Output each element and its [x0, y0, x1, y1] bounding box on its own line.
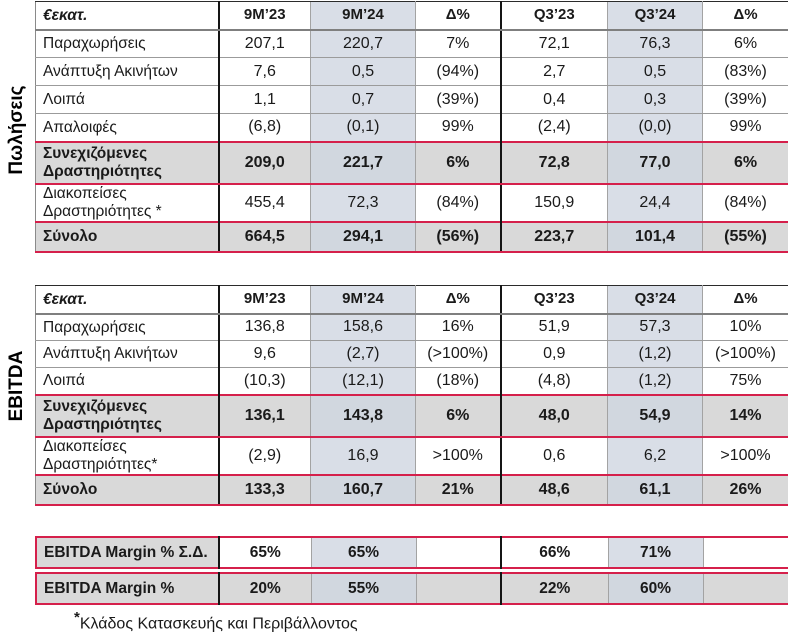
cell-value: 143,8 — [311, 395, 416, 437]
column-header-delta1: Δ% — [416, 2, 501, 30]
row-label: Λοιπά — [36, 368, 219, 395]
table-row — [36, 58, 788, 86]
margin-row — [36, 573, 788, 604]
cell-value: 0,9 — [501, 341, 608, 368]
cell-value: 2,7 — [501, 58, 608, 86]
table-row — [36, 341, 788, 368]
cell-value: 221,7 — [311, 142, 416, 184]
cell-value: 1,1 — [219, 86, 311, 114]
cell-value: (1,2) — [608, 341, 703, 368]
column-header-9m23: 9M’23 — [219, 2, 311, 30]
row-label: Παραχωρήσεις — [36, 30, 219, 58]
cell-value: 77,0 — [608, 142, 703, 184]
cell-value: 207,1 — [219, 30, 311, 58]
cell-value: 14% — [703, 395, 788, 437]
column-header-q323: Q3’23 — [501, 2, 608, 30]
cell-value: (84%) — [703, 184, 788, 222]
cell-value: 10% — [703, 314, 788, 341]
cell-value: (55%) — [703, 222, 788, 252]
column-header-unit: €εκατ. — [36, 2, 219, 30]
cell-value: 72,8 — [501, 142, 608, 184]
cell-value: 209,0 — [219, 142, 311, 184]
row-label: Συνεχιζόμενες Δραστηριότητες — [36, 395, 219, 437]
row-label: EBITDA Margin % Σ.Δ. — [36, 537, 219, 568]
cell-value: 61,1 — [608, 475, 703, 505]
total-row — [36, 475, 788, 505]
cell-value — [416, 573, 501, 604]
cell-value: 22% — [501, 573, 608, 604]
column-header-9m24: 9M’24 — [311, 2, 416, 30]
cell-value: 65% — [311, 537, 416, 568]
column-header-unit: €εκατ. — [36, 286, 219, 314]
cell-value: 0,5 — [608, 58, 703, 86]
cell-value: 99% — [703, 114, 788, 142]
cell-value: 0,3 — [608, 86, 703, 114]
row-label: Παραχωρήσεις — [36, 314, 219, 341]
row-label: Ανάπτυξη Ακινήτων — [36, 58, 219, 86]
footnote-marker: * — [74, 609, 80, 626]
cell-value: (4,8) — [501, 368, 608, 395]
cell-value: (84%) — [416, 184, 501, 222]
cell-value: 21% — [416, 475, 501, 505]
cell-value: 6% — [703, 142, 788, 184]
column-header-q323: Q3’23 — [501, 286, 608, 314]
table-row — [36, 368, 788, 395]
sales-header-row — [36, 2, 788, 30]
cell-value: (0,0) — [608, 114, 703, 142]
ebitda-header-row — [36, 286, 788, 314]
cell-value: 55% — [311, 573, 416, 604]
cell-value: 7,6 — [219, 58, 311, 86]
margin-row — [36, 537, 788, 568]
cell-value: 136,1 — [219, 395, 311, 437]
row-label: Διακοπείσες Δραστηριότητες * — [36, 184, 219, 222]
cell-value: 76,3 — [608, 30, 703, 58]
row-label: Σύνολο — [36, 475, 219, 505]
cell-value: 48,6 — [501, 475, 608, 505]
cell-value: (56%) — [416, 222, 501, 252]
cell-value: 6% — [416, 142, 501, 184]
cell-value: 54,9 — [608, 395, 703, 437]
cell-value: 0,7 — [311, 86, 416, 114]
cell-value: 220,7 — [311, 30, 416, 58]
cell-value: (10,3) — [219, 368, 311, 395]
column-header-delta1: Δ% — [416, 286, 501, 314]
column-header-9m24: 9M’24 — [311, 286, 416, 314]
cell-value: 160,7 — [311, 475, 416, 505]
cell-value: 0,6 — [501, 437, 608, 475]
cell-value: 101,4 — [608, 222, 703, 252]
cell-value: 136,8 — [219, 314, 311, 341]
cell-value: 16% — [416, 314, 501, 341]
cell-value: 6% — [416, 395, 501, 437]
ebitda-margin-total-table — [35, 572, 788, 605]
cell-value: 60% — [608, 573, 703, 604]
cell-value: 72,1 — [501, 30, 608, 58]
cell-value: (2,4) — [501, 114, 608, 142]
cell-value: (>100%) — [416, 341, 501, 368]
cell-value: 66% — [501, 537, 608, 568]
cell-value: 26% — [703, 475, 788, 505]
total-row — [36, 222, 788, 252]
sales-table — [35, 1, 788, 253]
table-row — [36, 314, 788, 341]
cell-value: 6,2 — [608, 437, 703, 475]
table-row — [36, 86, 788, 114]
cell-value: 57,3 — [608, 314, 703, 341]
cell-value — [416, 537, 501, 568]
column-header-delta2: Δ% — [703, 2, 788, 30]
row-label: Διακοπείσες Δραστηριότητες* — [36, 437, 219, 475]
table-row — [36, 114, 788, 142]
ebitda-margin-continuing-table — [35, 536, 788, 569]
cell-value: (2,7) — [311, 341, 416, 368]
column-header-delta2: Δ% — [703, 286, 788, 314]
row-label: Σύνολο — [36, 222, 219, 252]
cell-value: (94%) — [416, 58, 501, 86]
table-row — [36, 437, 788, 475]
cell-value: >100% — [416, 437, 501, 475]
row-label: Συνεχιζόμενες Δραστηριότητες — [36, 142, 219, 184]
cell-value: 72,3 — [311, 184, 416, 222]
column-header-9m23: 9M’23 — [219, 286, 311, 314]
cell-value: 20% — [219, 573, 311, 604]
cell-value: 7% — [416, 30, 501, 58]
row-label: Ανάπτυξη Ακινήτων — [36, 341, 219, 368]
cell-value: 75% — [703, 368, 788, 395]
sales-section-label: Πωλήσεις — [6, 85, 27, 175]
row-label: EBITDA Margin % — [36, 573, 219, 604]
cell-value: 158,6 — [311, 314, 416, 341]
cell-value: 455,4 — [219, 184, 311, 222]
cell-value: 16,9 — [311, 437, 416, 475]
cell-value: (12,1) — [311, 368, 416, 395]
cell-value: (83%) — [703, 58, 788, 86]
cell-value: 48,0 — [501, 395, 608, 437]
subtotal-row — [36, 395, 788, 437]
footnote-text: Κλάδος Κατασκευής και Περιβάλλοντος — [79, 615, 358, 633]
cell-value: 223,7 — [501, 222, 608, 252]
cell-value — [703, 573, 788, 604]
footnote — [74, 609, 358, 633]
cell-value: (6,8) — [219, 114, 311, 142]
cell-value: >100% — [703, 437, 788, 475]
row-label: Απαλοιφές — [36, 114, 219, 142]
cell-value: 71% — [608, 537, 703, 568]
cell-value: 24,4 — [608, 184, 703, 222]
cell-value: (39%) — [416, 86, 501, 114]
column-header-q324: Q3’24 — [608, 2, 703, 30]
cell-value: 51,9 — [501, 314, 608, 341]
cell-value: (>100%) — [703, 341, 788, 368]
ebitda-table — [35, 285, 788, 506]
cell-value: 6% — [703, 30, 788, 58]
cell-value: 150,9 — [501, 184, 608, 222]
cell-value: 0,4 — [501, 86, 608, 114]
column-header-q324: Q3’24 — [608, 286, 703, 314]
cell-value: 133,3 — [219, 475, 311, 505]
cell-value: (0,1) — [311, 114, 416, 142]
cell-value: 664,5 — [219, 222, 311, 252]
cell-value: 0,5 — [311, 58, 416, 86]
cell-value: 294,1 — [311, 222, 416, 252]
table-row — [36, 30, 788, 58]
cell-value: (2,9) — [219, 437, 311, 475]
cell-value: (39%) — [703, 86, 788, 114]
cell-value: (18%) — [416, 368, 501, 395]
cell-value — [703, 537, 788, 568]
table-row — [36, 184, 788, 222]
row-label: Λοιπά — [36, 86, 219, 114]
cell-value: 99% — [416, 114, 501, 142]
cell-value: 9,6 — [219, 341, 311, 368]
ebitda-section-label: EBITDA — [6, 350, 27, 422]
cell-value: 65% — [219, 537, 311, 568]
subtotal-row — [36, 142, 788, 184]
cell-value: (1,2) — [608, 368, 703, 395]
